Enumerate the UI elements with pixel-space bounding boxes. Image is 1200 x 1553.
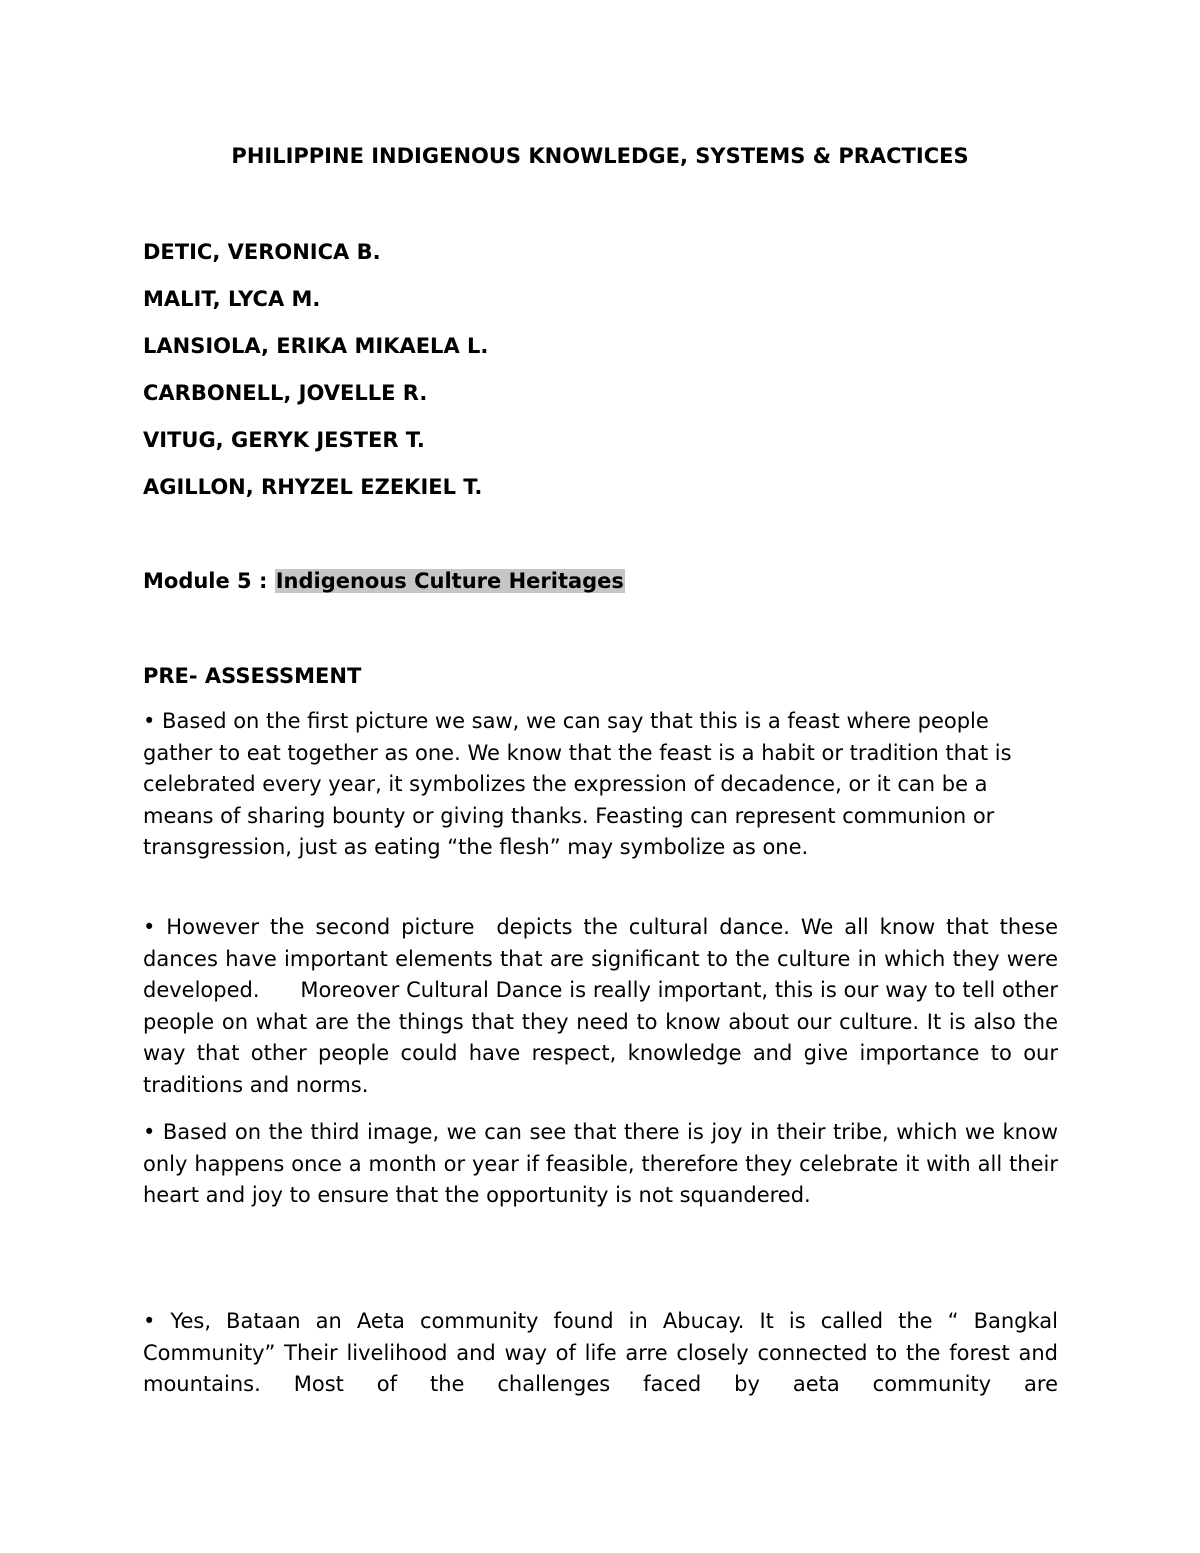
author-name: AGILLON, RHYZEL EZEKIEL T. <box>143 475 483 499</box>
module-label: Module 5 : <box>143 569 275 593</box>
author-name: CARBONELL, JOVELLE R. <box>143 381 428 405</box>
document-title: PHILIPPINE INDIGENOUS KNOWLEDGE, SYSTEMS & PRACTICES <box>231 144 969 168</box>
paragraph-first-picture: • Based on the first picture we saw, we can say that this is a feast where people gather to eat together as one. We know that the feast is a habit or tradition that is celebrated every year, it symbolizes the expression of decadence, or it can be a means of sharing bounty or giving thanks. Feasting can represent communion or transgression, just as eating “the flesh” may symbolize as one. <box>143 709 1012 859</box>
module-line <box>143 566 625 596</box>
author-name: LANSIOLA, ERIKA MIKAELA L. <box>143 334 489 358</box>
author-name: DETIC, VERONICA B. <box>143 240 381 264</box>
paragraph-second-picture: • However the second picture depicts the cultural dance. We all know that these dances have important elements that are significant to the culture in which they were developed. Moreover Cultural Dance is really important, this is our way to tell other people on what are the things that they need to know about our culture. It is also the way that other people could have respect, knowledge and give importance to our traditions and norms. <box>143 915 1065 1097</box>
paragraph-aeta-community: • Yes, Bataan an Aeta community found in Abucay. It is called the “ Bangkal Community” Their livelihood and way of life arre closely connected to the forest and mountains. Most of the challenges faced by aeta community are <box>143 1309 1058 1396</box>
section-heading: PRE- ASSESSMENT <box>143 664 362 688</box>
author-name: VITUG, GERYK JESTER T. <box>143 428 425 452</box>
module-title-highlighted: Indigenous Culture Heritages <box>275 569 624 593</box>
author-list <box>143 238 488 520</box>
paragraph-third-image: • Based on the third image, we can see that there is joy in their tribe, which we know only happens once a month or year if feasible, therefore they celebrate it with all their heart and joy to ensure that the opportunity is not squandered. <box>143 1120 1058 1207</box>
author-name: MALIT, LYCA M. <box>143 287 321 311</box>
